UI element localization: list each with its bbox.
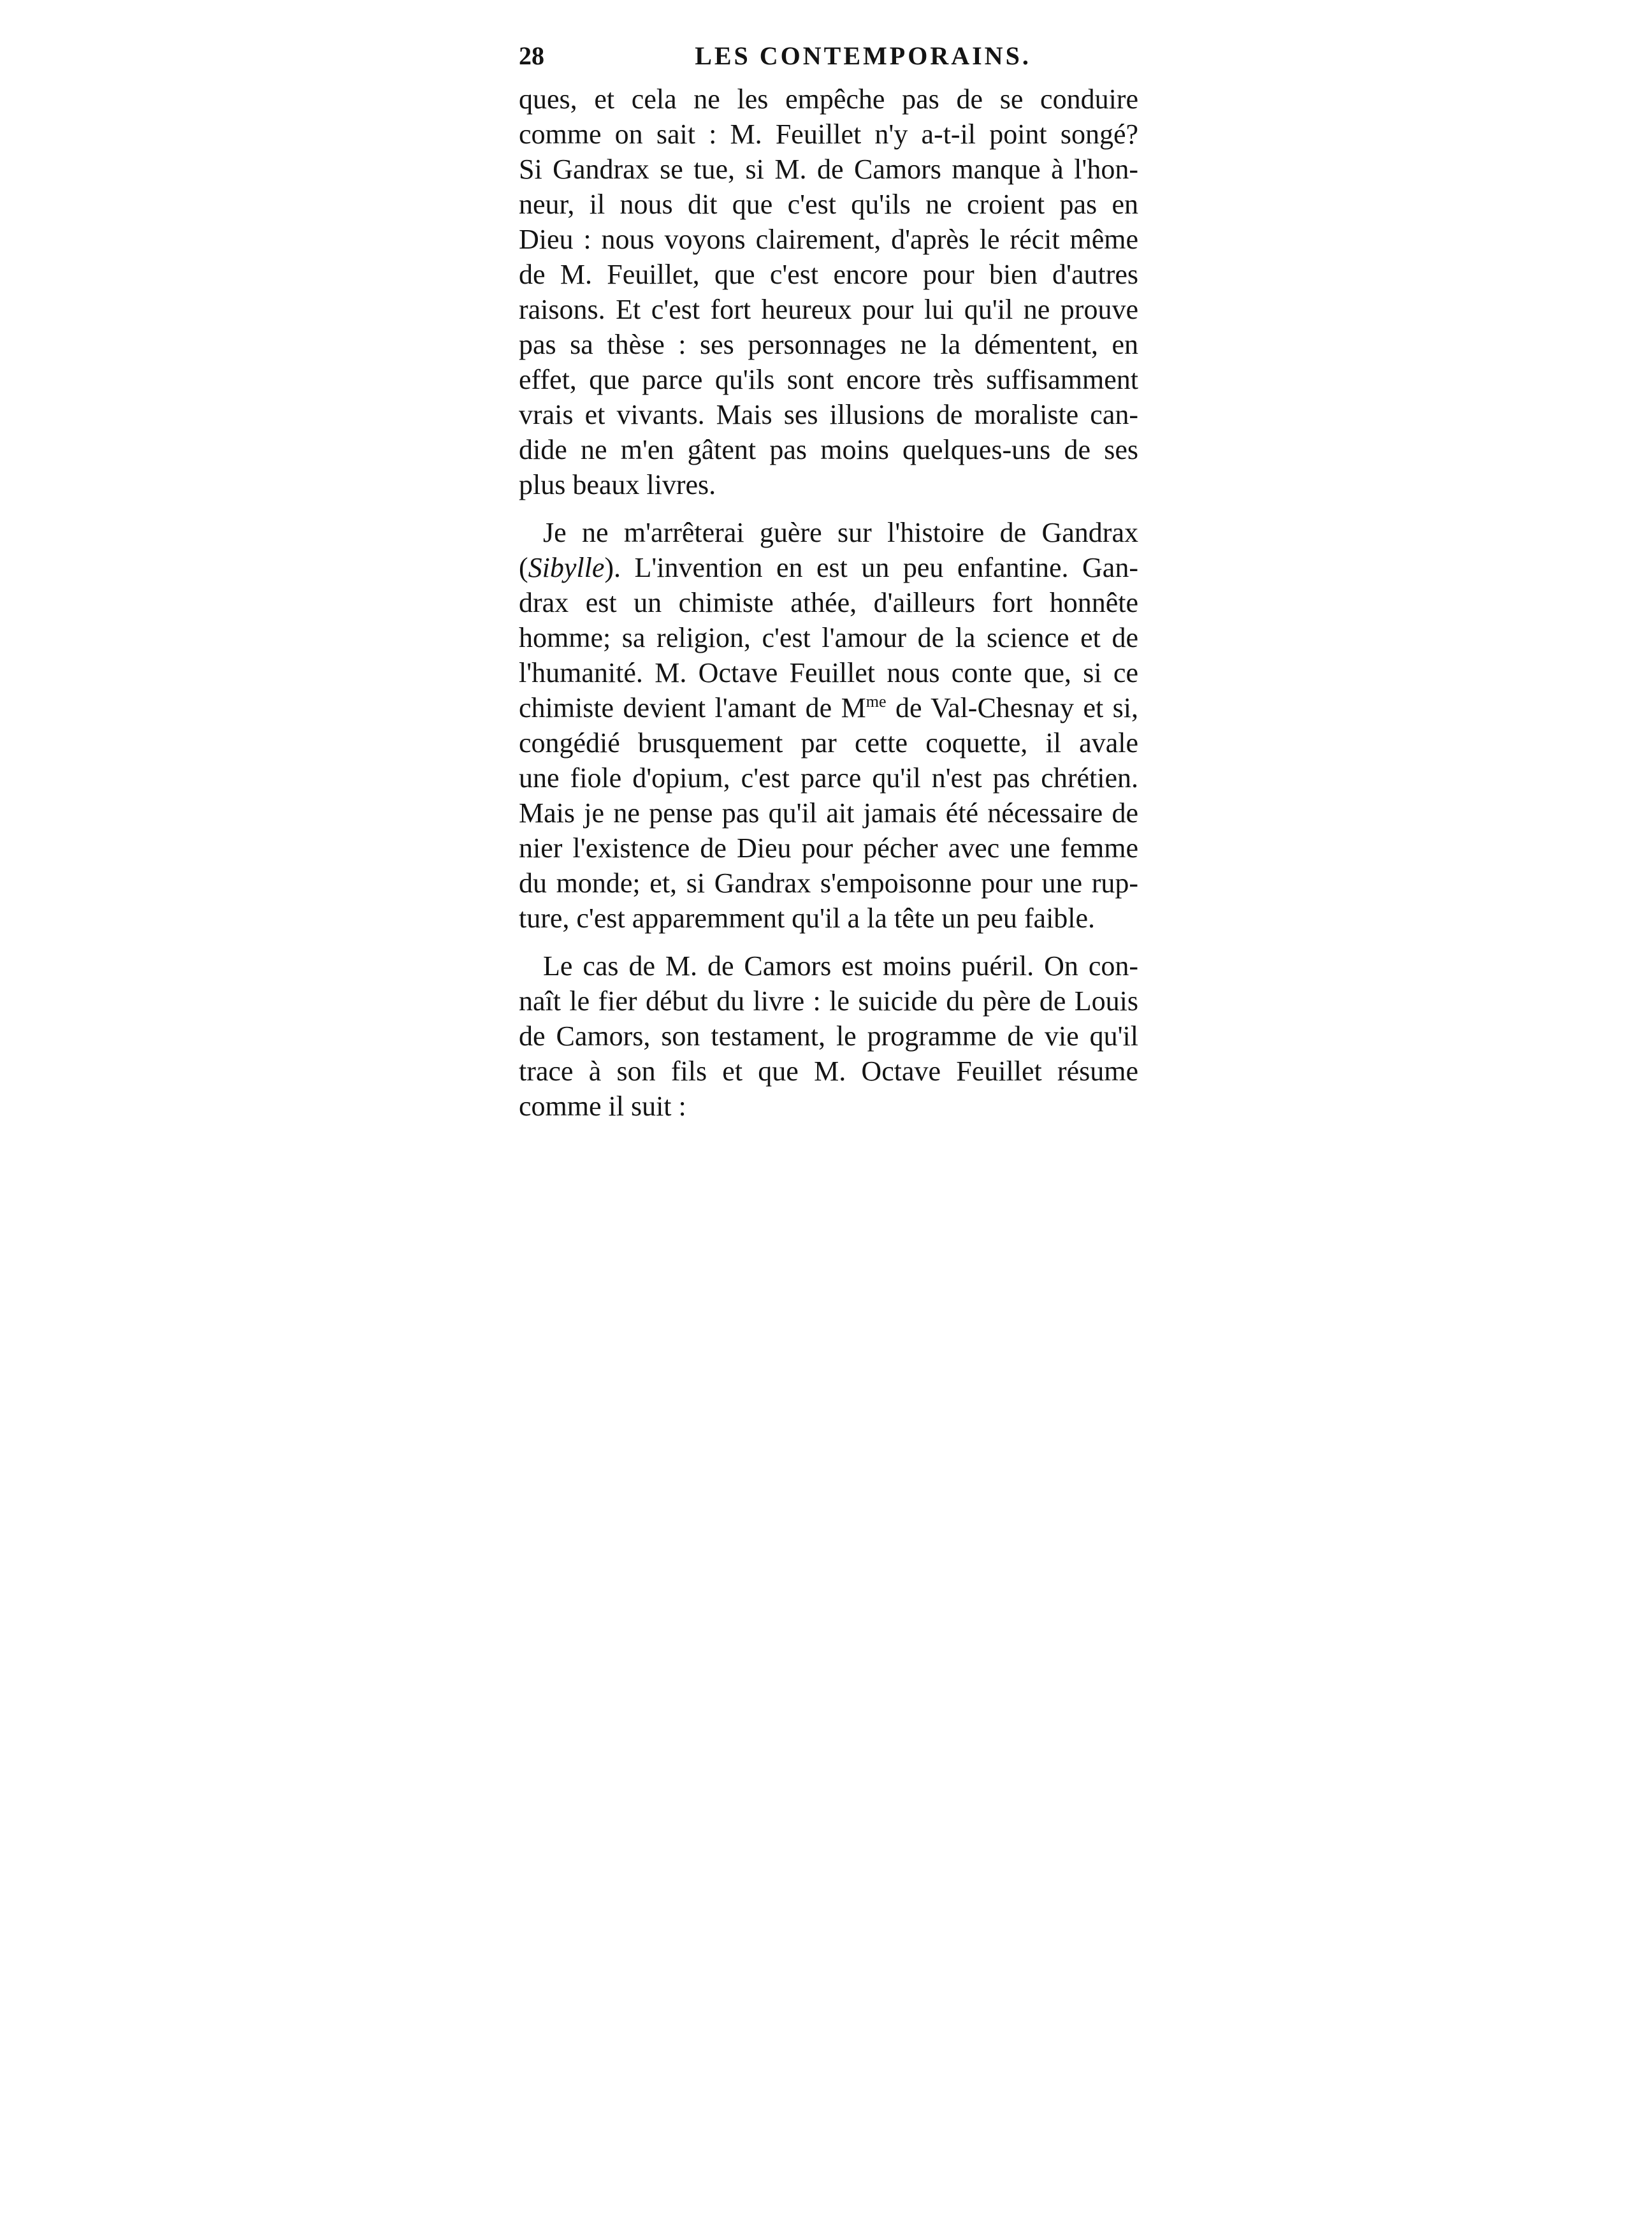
text-line: une fiole d'opium, c'est parce qu'il n'est pas chrétien. <box>519 762 1138 794</box>
italic-title: Sibylle <box>528 552 605 583</box>
text-line: plus beaux livres. <box>519 469 716 500</box>
text-line: Dieu : nous voyons clairement, d'après le récit même <box>519 224 1138 255</box>
text-line: de Camors, son testament, le programme de vie qu'il <box>519 1020 1138 1052</box>
page-header <box>519 37 1150 75</box>
text-line: dide ne m'en gâtent pas moins quelques-uns de ses <box>519 434 1138 465</box>
text-fragment: chimiste devient l'amant de M <box>519 692 866 723</box>
text-line: Le cas de M. de Camors est moins puéril. On con- <box>543 950 1138 982</box>
text-line-with-superscript <box>519 690 1138 725</box>
text-fragment: ). L'invention en est un peu enfantine. Gan- <box>604 552 1138 583</box>
text-line: l'humanité. M. Octave Feuillet nous conte que, si ce <box>519 657 1138 688</box>
text-line: Si Gandrax se tue, si M. de Camors manque à l'hon- <box>519 154 1138 185</box>
paragraph-3 <box>519 948 1138 1124</box>
text-fragment: de Val-Chesnay et si, <box>886 692 1138 723</box>
text-line: trace à son fils et que M. Octave Feuillet résume <box>519 1056 1138 1087</box>
text-fragment: ( <box>519 552 528 583</box>
text-line: de M. Feuillet, que c'est encore pour bien d'autres <box>519 259 1138 290</box>
text-line: raisons. Et c'est fort heureux pour lui qu'il ne prouve <box>519 294 1138 325</box>
text-line: effet, que parce qu'ils sont encore très suffisamment <box>519 364 1138 395</box>
text-line: drax est un chimiste athée, d'ailleurs fort honnête <box>519 587 1138 618</box>
superscript: me <box>866 692 887 711</box>
text-line: ture, c'est apparemment qu'il a la tête un peu faible. <box>519 903 1096 934</box>
text-line: naît le fier début du livre : le suicide du père de Louis <box>519 985 1138 1017</box>
text-line: comme on sait : M. Feuillet n'y a-t-il point songé? <box>519 119 1138 150</box>
text-line: nier l'existence de Dieu pour pécher avec une femme <box>519 832 1138 864</box>
paragraph-1 <box>519 82 1138 502</box>
text-line: ques, et cela ne les empêche pas de se conduire <box>519 83 1138 115</box>
text-line: congédié brusquement par cette coquette, il avale <box>519 727 1138 759</box>
text-line: homme; sa religion, c'est l'amour de la science et de <box>519 622 1138 653</box>
text-line: vrais et vivants. Mais ses illusions de moraliste can- <box>519 399 1138 430</box>
paragraph-2 <box>519 515 1138 936</box>
running-title: LES CONTEMPORAINS. <box>695 41 1031 70</box>
text-line: neur, il nous dit que c'est qu'ils ne croient pas en <box>519 189 1138 220</box>
text-line-with-italic <box>519 550 1138 585</box>
page-number: 28 <box>519 41 544 70</box>
body-text <box>519 82 1138 1124</box>
text-line: comme il suit : <box>519 1091 686 1122</box>
text-line: Mais je ne pense pas qu'il ait jamais été nécessaire de <box>519 797 1138 829</box>
text-line: Je ne m'arrêterai guère sur l'histoire de Gandrax <box>543 517 1138 548</box>
text-line: pas sa thèse : ses personnages ne la démentent, en <box>519 329 1138 360</box>
text-line: du monde; et, si Gandrax s'empoisonne pour une rup- <box>519 868 1138 899</box>
